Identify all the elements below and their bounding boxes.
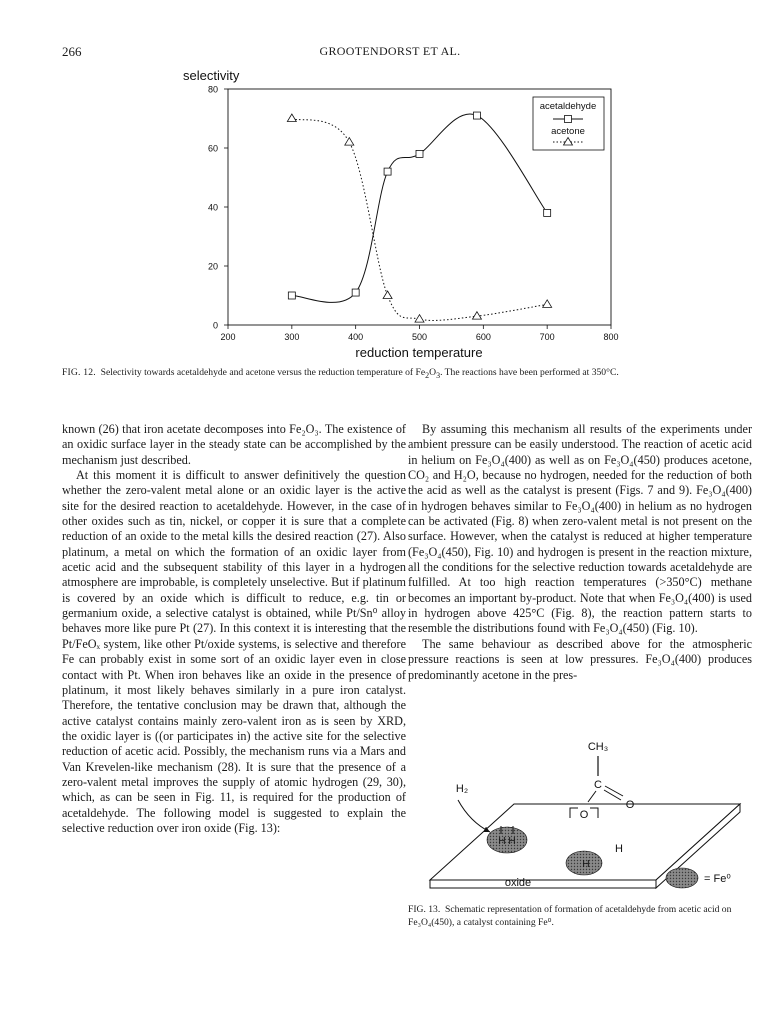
fe0-legend-particle <box>666 868 698 888</box>
fig12-caption-text-b: O <box>429 367 437 378</box>
fig12-caption-label: FIG. 12. <box>62 367 96 378</box>
left-column <box>62 422 406 836</box>
fig13-caption-label: FIG. 13. <box>408 904 441 915</box>
data-point-acetaldehyde <box>544 209 551 216</box>
page-number: 266 <box>62 44 82 59</box>
left-paragraph-2: At this moment it is difficult to answer definitively the question whether the zero-valent metal alone or an oxidic layer is the active site for the desired reaction to acetaldehyde. However, in the case of other oxides such as tin, nickel, or copper it is sure that a complete reduction of an oxide to the metal kills the desired reaction (27). Also platinum, a metal on which the formation of an oxidic layer from acetic acid and the subsequent stability of this layer in a hydrogen atmosphere are improbable, is completely unselective. But if platinum is covered by an oxide which is difficult to reduce, e.g. tin or germanium oxide, a selective catalyst is obtained, while Pt/Sn⁰ alloy behaves more like pure Pt (27). In this context it is interesting that the Pt/FeOₓ system, like other Pt/oxide systems, is selective and therefore Fe can probably exist in some sort of an oxidic layer even in close contact with Pt. When iron behaves like an oxide in the presence of platinum, it most likely behaves similarly in a pure iron catalyst. Therefore, the tentative conclusion may be drawn that, although the active catalyst contains mainly zero-valent iron as is seen by XRD, the oxidic layer is ((or participates in) the active site for the selective reduction of acetic acid. Possibly, the mechanism runs via a Mars and Van Krevelen-like mechanism (28). It is sure that the presence of a zero-valent metal improves the supply of atomic hydrogen (29, 30), which, as can be seen in Fig. 11, is required for the production of acetaldehyde. The following model is suggested to explain the selective reduction over iron oxide (Fig. 13): <box>62 468 406 835</box>
y-tick-label: 40 <box>207 202 218 213</box>
data-point-acetone <box>415 315 424 323</box>
series-line-acetaldehyde <box>292 114 547 302</box>
fig12-caption <box>62 366 752 382</box>
left-paragraph-1: known (26) that iron acetate decomposes into Fe₂O₃. The existence of an oxidic surface layer in the steady state can be accomplished by the mechanism just described. <box>62 422 406 467</box>
y-axis-label: selectivity <box>183 68 240 83</box>
fig13-caption-text: Schematic representation of formation of acetaldehyde from acetic acid on Fe₃O₄(450), a catalyst containing Fe⁰. <box>408 904 732 928</box>
right-paragraph-1: By assuming this mechanism all results of the experiments under ambient pressure can be easily understood. The reaction of acetic acid in helium on Fe₃O₄(400) as well as on Fe₃O₄(450) produces acetone, CO₂ and H₂O, because no hydrogen, needed for the reduction of both the acid as well as the catalyst is present (Figs. 7 and 9). Fe₃O₄(400) in hydrogen behaves similar to Fe₃O₄(400) in helium as no hydrogen can be activated (Fig. 8) when zero-valent metal is not present on the surface. However, when the catalyst is reduced at higher temperature (Fe₃O₄(450), Fig. 10) and hydrogen is present in the reaction mixture, all the conditions for the selective reduction towards acetaldehyde are fulfilled. At too high reaction temperatures (>350°C) methane becomes an important by-product. Note that when Fe₃O₄(400) is used in hydrogen above 425°C (Fig. 8), the reaction pattern starts to resemble the distributions found with Fe₃O₄(450) (Fig. 10). <box>408 422 752 636</box>
y-tick-label: 60 <box>207 143 218 154</box>
fig13-caption <box>408 903 752 929</box>
oxide-slab-front <box>430 880 656 888</box>
x-tick-label: 600 <box>475 332 491 342</box>
right-paragraph-2: The same behaviour as described above for the atmospheric pressure reactions is seen at low pressures. Fe₃O₄(400) produces predominantly acetone in the pres- <box>408 636 752 682</box>
legend-marker-acetaldehyde <box>565 116 572 123</box>
h2-arrow <box>458 800 490 832</box>
legend-label-acetone: acetone <box>551 126 585 137</box>
data-point-acetone <box>345 138 354 146</box>
x-axis-label: reduction temperature <box>355 345 483 360</box>
data-point-acetaldehyde <box>352 289 359 296</box>
data-point-acetaldehyde <box>416 150 423 157</box>
fig12-caption-sub-2: 2 <box>425 370 430 380</box>
fig12-chart <box>0 0 780 380</box>
data-point-acetone <box>383 291 392 299</box>
data-point-acetaldehyde <box>384 168 391 175</box>
oxide-label: oxide <box>504 877 532 889</box>
data-point-acetaldehyde <box>473 112 480 119</box>
fig12-caption-text-a: Selectivity towards acetaldehyde and acetone versus the reduction temperature of Fe <box>100 367 426 378</box>
h2-label: H₂ <box>455 783 469 795</box>
x-tick-label: 200 <box>220 332 236 342</box>
particle-2-h-label: H <box>582 859 590 870</box>
y-tick-label: 20 <box>207 261 218 272</box>
fe0-legend-label: = Fe⁰ <box>704 873 731 885</box>
right-column <box>408 422 752 683</box>
carbon-label: C <box>594 779 602 791</box>
x-tick-label: 700 <box>539 332 555 342</box>
legend-label-acetaldehyde: acetaldehyde <box>539 101 597 112</box>
x-tick-label: 300 <box>284 332 300 342</box>
c-o-double-bond <box>605 786 623 796</box>
data-point-acetone <box>543 300 552 308</box>
y-tick-label: 0 <box>212 320 218 331</box>
data-point-acetone <box>287 114 296 122</box>
fig12-caption-sub-3: 3 <box>436 370 441 380</box>
data-point-acetaldehyde <box>288 292 295 299</box>
oxygen-label-top: O <box>625 799 635 811</box>
c-o-double-bond-2 <box>604 790 621 800</box>
x-tick-label: 500 <box>411 332 428 342</box>
fig13-scheme <box>408 736 752 896</box>
fig12-caption-text-c: . The reactions have been performed at 350°C. <box>440 367 619 378</box>
x-tick-label: 400 <box>348 332 364 342</box>
y-tick-label: 80 <box>207 84 218 95</box>
x-tick-label: 800 <box>603 332 619 342</box>
ch3-label: CH₃ <box>587 741 609 753</box>
series-line-acetone <box>292 119 547 321</box>
particle-1-h-label: H H <box>498 836 516 847</box>
hydrogen-label: H <box>615 843 623 855</box>
c-o-single-bond <box>588 791 596 802</box>
chart-legend <box>533 97 604 150</box>
running-head: GROOTENDORST ET AL. <box>319 44 461 58</box>
oxygen-label-surface: O <box>579 809 589 821</box>
